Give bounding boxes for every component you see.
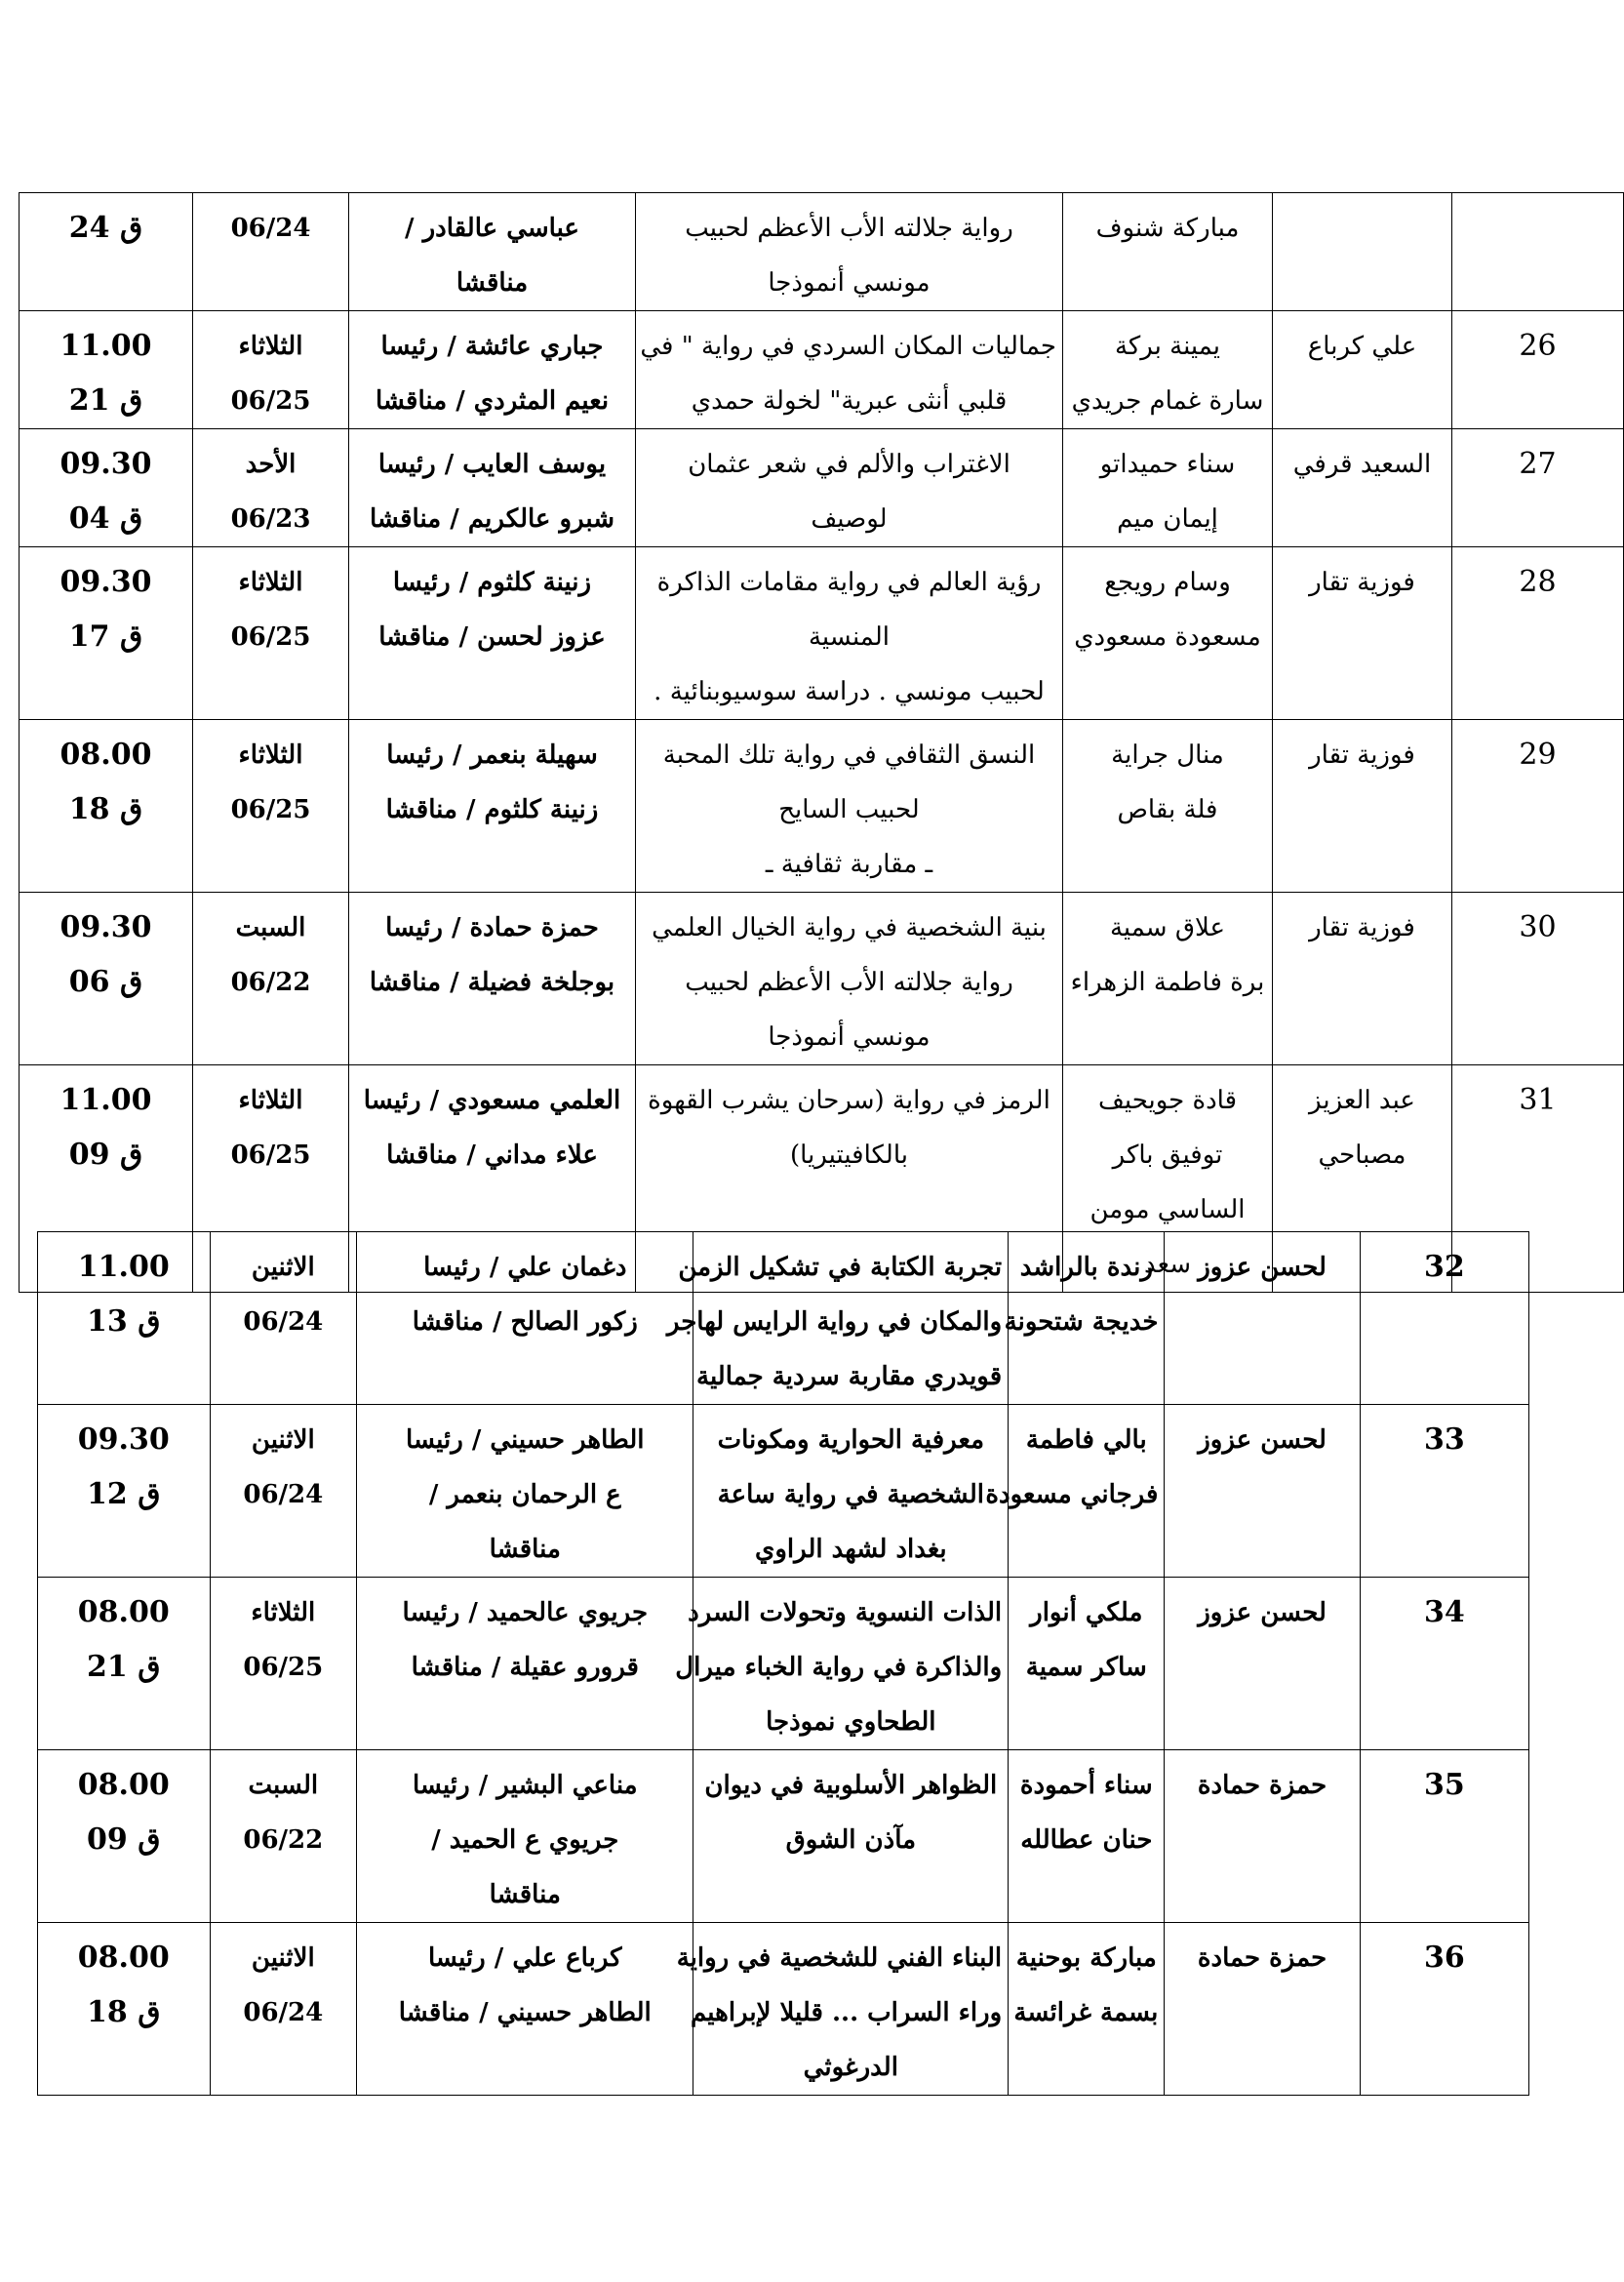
student-names-line: سناء حميداتو <box>1099 450 1236 479</box>
committee-members-line: ع الرحمان بنعمر / <box>428 1480 621 1509</box>
committee-members <box>357 1923 693 2096</box>
defense-date <box>210 1750 357 1923</box>
thesis-title-line: رواية جلالته الأب الأعظم لحبيب <box>685 214 1013 243</box>
thesis-title-line: مونسي أنموذجا <box>768 268 931 298</box>
student-names <box>1009 1750 1165 1923</box>
defense-room: ق 18 <box>68 792 143 826</box>
student-names <box>1004 1232 1165 1405</box>
student-names-line: فلة بقاص <box>1117 795 1218 824</box>
schedule-row <box>20 547 1624 720</box>
committee-members-line: جريوي ع الحميد / <box>431 1825 619 1855</box>
supervisor-name: لحسن عزوز <box>1165 1405 1360 1578</box>
defense-time: 08.00 <box>77 1941 170 1975</box>
defense-room: ق 18 <box>87 1995 161 2029</box>
defense-date <box>193 311 349 429</box>
committee-members <box>357 1578 693 1750</box>
thesis-title-line: والمكان في رواية الرايس لهاجر <box>666 1307 1003 1337</box>
defense-date <box>210 1232 357 1405</box>
thesis-title <box>636 547 1063 720</box>
student-names <box>1063 547 1273 720</box>
row-number: 30 <box>1452 893 1624 1065</box>
thesis-title-line: لحبيب مونسي . دراسة سوسيوبنائية . <box>654 677 1045 706</box>
committee-members-line: العلمي مسعودي / رئيسا <box>363 1086 621 1115</box>
thesis-title-line: رواية جلالته الأب الأعظم لحبيب <box>685 968 1013 997</box>
defense-time-room <box>38 1923 211 2096</box>
committee-members-line: مناعي البشير / رئيسا <box>412 1771 638 1800</box>
defense-date <box>210 1405 357 1578</box>
row-number: 35 <box>1360 1750 1528 1923</box>
student-names-line: سناء أحمودة <box>1019 1771 1153 1800</box>
thesis-title-line: النسق الثقافي في رواية تلك المحبة <box>662 741 1036 770</box>
committee-members-line: كرباع علي / رئيسا <box>427 1943 622 1973</box>
thesis-title-line: وراء السراب ... قليلا لإبراهيم <box>690 1998 1003 2027</box>
defense-date: 06/25 <box>230 386 311 416</box>
defense-room: ق 17 <box>68 620 143 654</box>
defense-day: الثلاثاء <box>238 332 303 361</box>
defense-time: 11.00 <box>59 1083 152 1117</box>
defense-date <box>193 547 349 720</box>
defense-time-room <box>20 720 193 893</box>
defense-time-room <box>38 1232 211 1405</box>
thesis-title-line: الدرغوثي <box>803 2053 898 2082</box>
student-names-line: مباركة بوحنية <box>1015 1943 1157 1973</box>
row-number <box>1452 193 1624 311</box>
supervisor-name: علي كرباع <box>1273 311 1452 429</box>
supervisor-name: السعيد قرفي <box>1273 429 1452 547</box>
defense-day: الاثنين <box>251 1253 315 1282</box>
row-number: 34 <box>1360 1578 1528 1750</box>
defense-day: السبت <box>235 913 306 942</box>
schedule-table-bottom <box>37 1231 1529 2096</box>
thesis-title-line: المنسية <box>808 622 890 652</box>
student-names <box>1063 193 1273 311</box>
schedule-row <box>20 311 1624 429</box>
thesis-title-line: لوصيف <box>811 504 888 534</box>
schedule-table-top <box>19 192 1624 1293</box>
schedule-row <box>38 1750 1529 1923</box>
committee-members-line: حمزة حمادة / رئيسا <box>385 913 599 942</box>
committee-members-line: شبرو عالكريم / مناقشا <box>369 504 615 534</box>
committee-members <box>357 1232 693 1405</box>
defense-day: الأحد <box>245 450 297 479</box>
defense-room: ق 13 <box>87 1304 161 1339</box>
thesis-title <box>636 193 1063 311</box>
defense-time: 09.30 <box>59 565 152 599</box>
defense-time: 08.00 <box>77 1595 170 1629</box>
student-names <box>1063 429 1273 547</box>
defense-room: ق 21 <box>68 383 143 418</box>
defense-time: 08.00 <box>59 738 152 772</box>
defense-room: ق 09 <box>87 1822 161 1857</box>
defense-date: 06/22 <box>230 968 311 997</box>
student-names-line: رندة بالراشد <box>1019 1253 1153 1282</box>
thesis-title-line: بنية الشخصية في رواية الخيال العلمي <box>652 913 1047 942</box>
committee-members-line: يوسف العايب / رئيسا <box>377 450 607 479</box>
thesis-title-line: مونسي أنموذجا <box>768 1022 931 1052</box>
defense-time-room <box>20 893 193 1065</box>
committee-members-line: علاء مداني / مناقشا <box>386 1141 598 1170</box>
student-names-line: علاق سمية <box>1109 913 1226 942</box>
committee-members <box>349 893 636 1065</box>
defense-time: 09.30 <box>59 910 152 944</box>
thesis-title-line: الشخصية في رواية ساعة <box>717 1480 985 1509</box>
thesis-title-line: الظواهر الأسلوبية في ديوان <box>704 1771 998 1800</box>
supervisor-name: لحسن عزوز <box>1165 1232 1360 1405</box>
row-number: 31 <box>1452 1065 1624 1293</box>
thesis-title-line: الرمز في رواية (سرحان يشرب القهوة <box>648 1086 1050 1115</box>
thesis-title <box>676 1923 1009 2096</box>
student-names-line: الساسي مومن <box>1089 1195 1246 1224</box>
thesis-title-line: البناء الفني للشخصية في رواية <box>676 1943 1003 1973</box>
defense-time: 11.00 <box>59 329 152 363</box>
defense-time-room <box>20 193 193 311</box>
supervisor-name: فوزية تقار <box>1273 547 1452 720</box>
defense-date: 06/22 <box>243 1825 324 1855</box>
defense-time-room <box>20 429 193 547</box>
defense-room: ق 09 <box>68 1138 143 1172</box>
thesis-title-line: ـ مقاربة ثقافية ـ <box>765 850 933 879</box>
thesis-title-line: الذات النسوية وتحولات السرد <box>688 1598 1003 1627</box>
supervisor-name <box>1273 193 1452 311</box>
student-names <box>1063 893 1273 1065</box>
committee-members-line: مناقشا <box>456 268 529 298</box>
defense-time-room <box>38 1405 211 1578</box>
defense-room: ق 06 <box>68 965 143 999</box>
student-names-line: بسمة غرائسة <box>1013 1998 1159 2027</box>
committee-members-line: نعيم المثردي / مناقشا <box>375 386 610 416</box>
thesis-title-line: تجربة الكتابة في تشكيل الزمن <box>678 1253 1003 1282</box>
student-names-line: مسعودة مسعودي <box>1074 622 1261 652</box>
defense-date <box>210 1923 357 2096</box>
defense-time: 09.30 <box>77 1422 170 1457</box>
student-names-line: مباركة شنوف <box>1095 214 1240 243</box>
thesis-title-line: الطحاوي نموذجا <box>766 1707 936 1737</box>
committee-members <box>357 1750 693 1923</box>
defense-time: 11.00 <box>77 1250 170 1284</box>
thesis-title <box>636 893 1063 1065</box>
student-names-line: قادة جويحيف <box>1097 1086 1238 1115</box>
thesis-title-line: مآذن الشوق <box>785 1825 917 1855</box>
student-names <box>985 1405 1165 1578</box>
committee-members-line: زكور الصالح / مناقشا <box>412 1307 638 1337</box>
thesis-title-line: الاغتراب والألم في شعر عثمان <box>688 450 1010 479</box>
thesis-title-line: معرفية الحوارية ومكونات <box>717 1425 984 1455</box>
student-names <box>1063 720 1273 893</box>
defense-day: الثلاثاء <box>251 1598 316 1627</box>
defense-date: 06/24 <box>243 1998 324 2027</box>
defense-date: 06/24 <box>230 214 311 243</box>
row-number: 26 <box>1452 311 1624 429</box>
thesis-title <box>675 1578 1009 1750</box>
thesis-title-line: لحبيب السايح <box>778 795 920 824</box>
defense-date: 06/24 <box>243 1307 324 1337</box>
row-number: 36 <box>1360 1923 1528 2096</box>
schedule-row <box>38 1405 1529 1578</box>
defense-date: 06/23 <box>230 504 311 534</box>
defense-date <box>210 1578 357 1750</box>
defense-day: الثلاثاء <box>238 741 303 770</box>
defense-time: 09.30 <box>59 447 152 481</box>
student-names-line: إيمان ميم <box>1117 504 1218 534</box>
student-names-line: فرجاني مسعودة <box>985 1480 1159 1509</box>
defense-day: الاثنين <box>251 1943 315 1973</box>
student-names-line: وسام رويجع <box>1104 568 1231 597</box>
defense-date: 06/25 <box>230 1141 311 1170</box>
committee-members <box>357 1405 693 1578</box>
committee-members-line: عباسي عالقادر / <box>405 214 579 243</box>
committee-members-line: دغمان علي / رئيسا <box>423 1253 627 1282</box>
thesis-title-line: رؤية العالم في رواية مقامات الذاكرة <box>656 568 1042 597</box>
defense-room: ق 12 <box>87 1477 161 1511</box>
committee-members-line: زنينة كلثوم / رئيسا <box>392 568 592 597</box>
committee-members-line: الطاهر حسيني / رئيسا <box>406 1425 645 1455</box>
defense-room: ق 04 <box>68 501 143 536</box>
row-number: 32 <box>1360 1232 1528 1405</box>
row-number: 27 <box>1452 429 1624 547</box>
supervisor-name: فوزية تقار <box>1273 720 1452 893</box>
supervisor-name: فوزية تقار <box>1273 893 1452 1065</box>
student-names-line: حنان عطالله <box>1020 1825 1153 1855</box>
defense-day: الثلاثاء <box>238 568 303 597</box>
supervisor-name: حمزة حمادة <box>1165 1750 1360 1923</box>
committee-members <box>349 429 636 547</box>
committee-members-line: الطاهر حسيني / مناقشا <box>398 1998 652 2027</box>
supervisor-name: حمزة حمادة <box>1165 1923 1360 2096</box>
schedule-row <box>20 720 1624 893</box>
thesis-title-line: بالكافيتيريا) <box>790 1141 908 1170</box>
defense-date: 06/24 <box>243 1480 324 1509</box>
defense-day: الاثنين <box>251 1425 315 1455</box>
thesis-title-line: قلبي أنثى عبرية" لخولة حمدي <box>691 386 1008 416</box>
student-names <box>1063 311 1273 429</box>
committee-members <box>349 720 636 893</box>
row-number: 28 <box>1452 547 1624 720</box>
committee-members-line: مناقشا <box>489 1880 561 1909</box>
student-names-line: ملكي أنوار <box>1030 1598 1143 1627</box>
committee-members-line: عزوز لحسن / مناقشا <box>378 622 606 652</box>
committee-members-line: مناقشا <box>489 1535 561 1564</box>
student-names-line: بالي فاطمة <box>1025 1425 1147 1455</box>
defense-time-room <box>38 1750 211 1923</box>
schedule-row <box>38 1232 1529 1405</box>
supervisor-name: لحسن عزوز <box>1165 1578 1360 1750</box>
committee-members-line: زنينة كلثوم / مناقشا <box>385 795 599 824</box>
defense-room: ق 24 <box>68 211 143 245</box>
defense-date <box>193 720 349 893</box>
schedule-row <box>20 893 1624 1065</box>
committee-members-line: جباري عائشة / رئيسا <box>380 332 604 361</box>
defense-date <box>193 893 349 1065</box>
thesis-title <box>693 1405 1009 1578</box>
supervisor-name: عبد العزيز مصباحي <box>1273 1065 1452 1293</box>
student-names-line: ساكر سمية <box>1025 1653 1147 1682</box>
thesis-title <box>666 1232 1009 1405</box>
thesis-title-line: والذاكرة في رواية الخباء ميرال <box>675 1653 1003 1682</box>
defense-date: 06/25 <box>230 795 311 824</box>
thesis-title-line: قويدري مقاربة سردية جمالية <box>696 1362 1003 1391</box>
committee-members-line: جريوي عالحميد / رئيسا <box>402 1598 649 1627</box>
thesis-title <box>636 311 1063 429</box>
committee-members <box>349 193 636 311</box>
student-names-line: سعد <box>1144 1250 1191 1279</box>
thesis-title-line: بغداد لشهد الراوي <box>754 1535 947 1564</box>
defense-room: ق 21 <box>87 1650 161 1684</box>
defense-date <box>193 429 349 547</box>
student-names-line: سارة غمام جريدي <box>1071 386 1264 416</box>
student-names <box>1009 1578 1165 1750</box>
committee-members-line: سهيلة بنعمر / رئيسا <box>386 741 598 770</box>
row-number: 29 <box>1452 720 1624 893</box>
thesis-title-line: جماليات المكان السردي في رواية " في <box>640 332 1056 361</box>
defense-date: 06/25 <box>230 622 311 652</box>
committee-members-line: قرورو عقيلة / مناقشا <box>411 1653 639 1682</box>
defense-time-room <box>20 547 193 720</box>
schedule-row <box>38 1923 1529 2096</box>
thesis-title <box>693 1750 1009 1923</box>
row-number: 33 <box>1360 1405 1528 1578</box>
schedule-row <box>38 1578 1529 1750</box>
defense-time: 08.00 <box>77 1768 170 1802</box>
student-names-line: يمينة بركة <box>1114 332 1221 361</box>
defense-day: السبت <box>248 1771 319 1800</box>
committee-members <box>349 547 636 720</box>
defense-day: الثلاثاء <box>238 1086 303 1115</box>
student-names-line: منال جراية <box>1111 741 1224 770</box>
committee-members-line: بوجلخة فضيلة / مناقشا <box>369 968 615 997</box>
defense-date: 06/25 <box>243 1653 324 1682</box>
student-names <box>1009 1923 1165 2096</box>
student-names-line: توفيق باكر <box>1112 1141 1223 1170</box>
thesis-title <box>636 429 1063 547</box>
student-names-line: برة فاطمة الزهراء <box>1070 968 1265 997</box>
schedule-row <box>20 193 1624 311</box>
defense-time-room <box>38 1578 211 1750</box>
defense-time-room <box>20 311 193 429</box>
committee-members <box>349 311 636 429</box>
defense-date <box>193 193 349 311</box>
thesis-title <box>636 720 1063 893</box>
student-names-line: خديجة شتحونة <box>1004 1307 1159 1337</box>
schedule-row <box>20 429 1624 547</box>
